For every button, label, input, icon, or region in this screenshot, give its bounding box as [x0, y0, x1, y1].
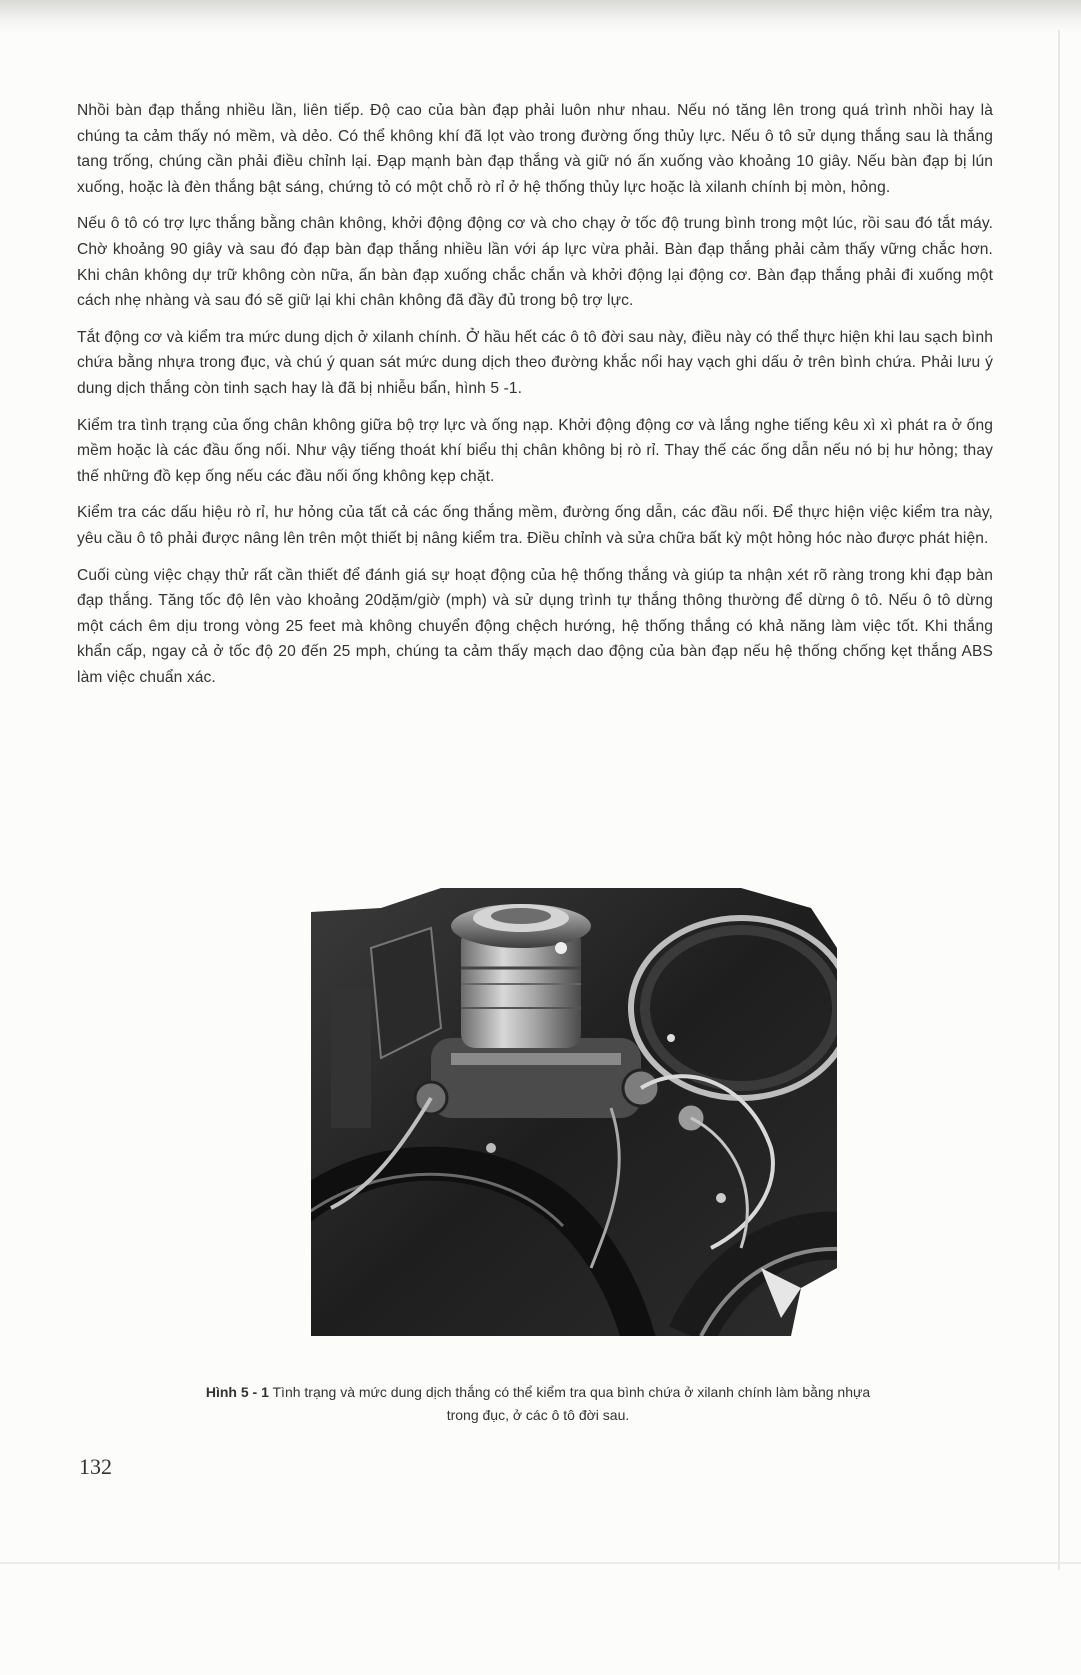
caption-text-1: Tình trạng và mức dung dịch thắng có thể kiểm tra qua bình chứa ở xilanh chính làm bằng nhựa — [272, 1384, 871, 1400]
scan-bottom-edge — [0, 1562, 1081, 1564]
figure-label: Hình 5 - 1 — [205, 1384, 269, 1400]
body-text — [77, 98, 993, 701]
caption-line-1 — [88, 1381, 988, 1404]
scan-right-edge — [1058, 30, 1060, 1570]
page-number: 132 — [79, 1454, 112, 1479]
caption-line-2: trong đục, ở các ô tô đời sau. — [446, 1407, 630, 1423]
figure-brake-master-cylinder-photo — [311, 888, 837, 1336]
paragraph-3: Tắt động cơ và kiểm tra mức dung dịch ở xilanh chính. Ở hầu hết các ô tô đời sau này, điều này có thể thực hiện khi lau sạch bình chứa bằng nhựa trong đục, và chú ý quan sát mức dung dịch theo đường khắc nổi hay vạch ghi dấu ở trên bình chứa. Phải lưu ý dung dịch thắng còn tinh sạch hay là đã bị nhiễu bẩn, hình 5 -1. — [77, 328, 993, 397]
figure-caption — [88, 1381, 988, 1427]
brake-reservoir-photo — [311, 888, 837, 1336]
paragraph-1: Nhồi bàn đạp thắng nhiều lần, liên tiếp. Độ cao của bàn đạp phải luôn như nhau. Nếu nó tăng lên trong quá trình nhồi hay là chúng ta cảm thấy nó mềm, và dẻo. Có thể không khí đã lọt vào trong đường ống thủy lực. Nếu ô tô sử dụng thắng sau là thắng tang trống, chúng cần phải điều chỉnh lại. Đạp mạnh bàn đạp thắng và giữ nó ấn xuống vào khoảng 10 giây. Nếu bàn đạp bị lún xuống, hoặc là đèn thắng bật sáng, chứng tỏ có một chỗ rò rỉ ở hệ thống thủy lực hoặc là xilanh chính bị mòn, hỏng. — [77, 102, 993, 196]
paragraph-5: Kiểm tra các dấu hiệu rò rỉ, hư hỏng của tất cả các ống thắng mềm, đường ống dẫn, các đầu nối. Để thực hiện việc kiểm tra này, yêu cầu ô tô phải được nâng lên trên một thiết bị nâng kiểm tra. Điều chỉnh và sửa chữa bất kỳ một hỏng hóc nào được phát hiện. — [77, 504, 993, 547]
paragraph-4: Kiểm tra tình trạng của ống chân không giữa bộ trợ lực và ống nạp. Khởi động động cơ và lắng nghe tiếng kêu xì xì phát ra ở ống mềm hoặc là các đầu ống nối. Như vậy tiếng thoát khí biểu thị chân không bị rò rỉ. Thay thế các ống dẫn nếu nó bị hư hỏng; thay thế những đồ kẹp ống nếu các đầu nối ống không kẹp chặt. — [77, 416, 993, 485]
scan-top-shadow — [0, 0, 1081, 34]
paragraph-6: Cuối cùng việc chạy thử rất cần thiết để đánh giá sự hoạt động của hệ thống thắng và giúp ta nhận xét rõ ràng trong khi đạp bàn đạp thắng. Tăng tốc độ lên vào khoảng 20dặm/giờ (mph) và sử dụng trình tự thắng thông thường để dừng ô tô. Nếu ô tô dừng một cách êm dịu trong vòng 25 feet mà không chuyển động chệch hướng, hệ thống thắng có khả năng làm việc tốt. Khi thắng khẩn cấp, ngay cả ở tốc độ 20 đến 25 mph, chúng ta cảm thấy mạch dao động của bàn đạp nếu hệ thống chống kẹt thắng ABS làm việc chuẩn xác. — [77, 566, 993, 686]
paragraph-2: Nếu ô tô có trợ lực thắng bằng chân không, khởi động động cơ và cho chạy ở tốc độ trung bình trong một lúc, rồi sau đó tắt máy. Chờ khoảng 90 giây và sau đó đạp bàn đạp thắng nhiều lần với áp lực vừa phải. Bàn đạp thắng phải cảm thấy vững chắc hơn. Khi chân không dự trữ không còn nữa, ấn bàn đạp xuống chắc chắn và khởi động lại động cơ. Bàn đạp thắng phải đi xuống một cách nhẹ nhàng và sau đó sẽ giữ lại khi chân không đã đầy đủ trong bộ trợ lực. — [77, 215, 993, 310]
